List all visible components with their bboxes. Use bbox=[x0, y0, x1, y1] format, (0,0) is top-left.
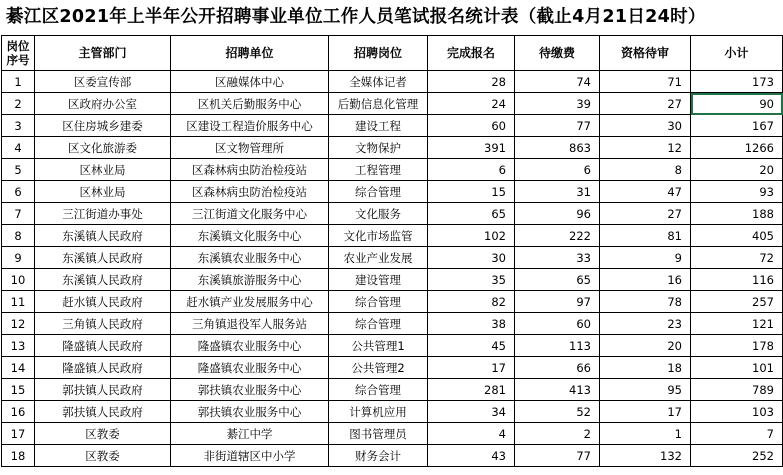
pending-review-cell[interactable]: 27 bbox=[600, 203, 691, 225]
table-row bbox=[2, 335, 783, 357]
table-row bbox=[2, 181, 783, 203]
pending-payment-cell[interactable]: 113 bbox=[515, 335, 600, 357]
pending-payment-header[interactable]: 待缴费 bbox=[515, 36, 600, 71]
pending-review-cell[interactable]: 8 bbox=[600, 159, 691, 181]
pending-payment-cell[interactable]: 66 bbox=[515, 357, 600, 379]
table-title: 綦江区2021年上半年公开招聘事业单位工作人员笔试报名统计表（截止4月21日24时） bbox=[6, 7, 706, 27]
post-number-cell[interactable]: 4 bbox=[2, 137, 35, 159]
employer-cell[interactable]: 区森林病虫防治检疫站 bbox=[171, 181, 329, 203]
completed-cell[interactable]: 65 bbox=[428, 203, 515, 225]
table-row bbox=[2, 269, 783, 291]
table-row bbox=[2, 357, 783, 379]
pending-payment-cell[interactable]: 39 bbox=[515, 93, 600, 115]
department-cell[interactable]: 区委宣传部 bbox=[35, 71, 171, 93]
position-cell[interactable]: 综合管理 bbox=[329, 291, 428, 313]
department-cell[interactable]: 三江街道办事处 bbox=[35, 203, 171, 225]
pending-payment-cell[interactable]: 60 bbox=[515, 313, 600, 335]
pending-review-cell[interactable]: 81 bbox=[600, 225, 691, 247]
post-number-cell[interactable]: 12 bbox=[2, 313, 35, 335]
department-cell[interactable]: 区教委 bbox=[35, 423, 171, 445]
table-row bbox=[2, 93, 783, 115]
subtotal-cell[interactable]: 188 bbox=[691, 203, 783, 225]
completed-cell[interactable]: 60 bbox=[428, 115, 515, 137]
completed-cell[interactable]: 24 bbox=[428, 93, 515, 115]
position-cell[interactable]: 建设工程 bbox=[329, 115, 428, 137]
completed-cell[interactable]: 102 bbox=[428, 225, 515, 247]
department-cell[interactable]: 区文化旅游委 bbox=[35, 137, 171, 159]
post-number-cell[interactable]: 1 bbox=[2, 71, 35, 93]
employer-cell[interactable]: 东溪镇文化服务中心 bbox=[171, 225, 329, 247]
pending-review-cell[interactable]: 12 bbox=[600, 137, 691, 159]
pending-review-cell[interactable]: 23 bbox=[600, 313, 691, 335]
employer-cell[interactable]: 区森林病虫防治检疫站 bbox=[171, 159, 329, 181]
table-row bbox=[2, 225, 783, 247]
table-row bbox=[2, 247, 783, 269]
employer-cell[interactable]: 东溪镇农业服务中心 bbox=[171, 247, 329, 269]
table-body bbox=[2, 71, 783, 467]
pending-review-cell[interactable]: 17 bbox=[600, 401, 691, 423]
subtotal-cell[interactable]: 173 bbox=[691, 71, 783, 93]
table-row bbox=[2, 203, 783, 225]
table-row bbox=[2, 137, 783, 159]
employer-cell[interactable]: 隆盛镇农业服务中心 bbox=[171, 357, 329, 379]
pending-review-cell[interactable]: 71 bbox=[600, 71, 691, 93]
completed-header[interactable]: 完成报名 bbox=[428, 36, 515, 71]
subtotal-cell[interactable]: 103 bbox=[691, 401, 783, 423]
subtotal-cell[interactable]: 1266 bbox=[691, 137, 783, 159]
pending-payment-cell[interactable]: 413 bbox=[515, 379, 600, 401]
completed-cell[interactable]: 6 bbox=[428, 159, 515, 181]
position-cell[interactable]: 财务会计 bbox=[329, 445, 428, 467]
pending-review-cell[interactable]: 16 bbox=[600, 269, 691, 291]
pending-review-cell[interactable]: 18 bbox=[600, 357, 691, 379]
completed-cell[interactable]: 38 bbox=[428, 313, 515, 335]
position-cell[interactable]: 文化市场监管 bbox=[329, 225, 428, 247]
post-number-cell[interactable]: 8 bbox=[2, 225, 35, 247]
position-cell[interactable]: 文物保护 bbox=[329, 137, 428, 159]
completed-cell[interactable]: 30 bbox=[428, 247, 515, 269]
pending-payment-cell[interactable]: 863 bbox=[515, 137, 600, 159]
pending-payment-cell[interactable]: 2 bbox=[515, 423, 600, 445]
pending-payment-cell[interactable]: 97 bbox=[515, 291, 600, 313]
position-cell[interactable]: 计算机应用 bbox=[329, 401, 428, 423]
subtotal-cell[interactable]: 101 bbox=[691, 357, 783, 379]
subtotal-header[interactable]: 小计 bbox=[691, 36, 783, 71]
department-cell[interactable]: 区教委 bbox=[35, 445, 171, 467]
pending-review-cell[interactable]: 9 bbox=[600, 247, 691, 269]
department-cell[interactable]: 区林业局 bbox=[35, 181, 171, 203]
completed-cell[interactable]: 15 bbox=[428, 181, 515, 203]
department-cell[interactable]: 区住房城乡建委 bbox=[35, 115, 171, 137]
position-cell[interactable]: 公共管理2 bbox=[329, 357, 428, 379]
employer-cell[interactable]: 郭扶镇农业服务中心 bbox=[171, 379, 329, 401]
department-header[interactable]: 主管部门 bbox=[35, 36, 171, 71]
position-cell[interactable]: 建设管理 bbox=[329, 269, 428, 291]
completed-cell[interactable]: 82 bbox=[428, 291, 515, 313]
post-number-cell[interactable]: 18 bbox=[2, 445, 35, 467]
completed-cell[interactable]: 45 bbox=[428, 335, 515, 357]
department-cell[interactable]: 东溪镇人民政府 bbox=[35, 247, 171, 269]
post-number-cell[interactable]: 11 bbox=[2, 291, 35, 313]
table-row bbox=[2, 401, 783, 423]
employer-cell[interactable]: 綦江中学 bbox=[171, 423, 329, 445]
post-number-cell[interactable]: 16 bbox=[2, 401, 35, 423]
table-row bbox=[2, 159, 783, 181]
pending-payment-cell[interactable]: 74 bbox=[515, 71, 600, 93]
employer-cell[interactable]: 区文物管理所 bbox=[171, 137, 329, 159]
department-cell[interactable]: 郭扶镇人民政府 bbox=[35, 379, 171, 401]
subtotal-cell[interactable]: 167 bbox=[691, 115, 783, 137]
department-cell[interactable]: 隆盛镇人民政府 bbox=[35, 357, 171, 379]
completed-cell[interactable]: 281 bbox=[428, 379, 515, 401]
pending-payment-cell[interactable]: 77 bbox=[515, 115, 600, 137]
employer-cell[interactable]: 三角镇退役军人服务站 bbox=[171, 313, 329, 335]
pending-payment-cell[interactable]: 52 bbox=[515, 401, 600, 423]
pending-payment-cell[interactable]: 6 bbox=[515, 159, 600, 181]
post-number-cell[interactable]: 3 bbox=[2, 115, 35, 137]
completed-cell[interactable]: 391 bbox=[428, 137, 515, 159]
pending-payment-cell[interactable]: 96 bbox=[515, 203, 600, 225]
subtotal-cell[interactable]: 116 bbox=[691, 269, 783, 291]
subtotal-cell[interactable]: 121 bbox=[691, 313, 783, 335]
completed-cell[interactable]: 17 bbox=[428, 357, 515, 379]
subtotal-cell[interactable]: 252 bbox=[691, 445, 783, 467]
table-row bbox=[2, 445, 783, 467]
department-cell[interactable]: 东溪镇人民政府 bbox=[35, 269, 171, 291]
subtotal-cell[interactable]: 405 bbox=[691, 225, 783, 247]
subtotal-cell[interactable]: 7 bbox=[691, 423, 783, 445]
subtotal-cell[interactable]: 789 bbox=[691, 379, 783, 401]
pending-review-cell[interactable]: 1 bbox=[600, 423, 691, 445]
post-number-cell[interactable]: 13 bbox=[2, 335, 35, 357]
table-row bbox=[2, 313, 783, 335]
post-number-cell[interactable]: 17 bbox=[2, 423, 35, 445]
pending-review-cell[interactable]: 20 bbox=[600, 335, 691, 357]
post-number-cell[interactable]: 7 bbox=[2, 203, 35, 225]
employer-cell[interactable]: 隆盛镇农业服务中心 bbox=[171, 335, 329, 357]
completed-cell[interactable]: 28 bbox=[428, 71, 515, 93]
table-row bbox=[2, 71, 783, 93]
pending-payment-cell[interactable]: 222 bbox=[515, 225, 600, 247]
header-row bbox=[2, 36, 783, 71]
position-cell[interactable]: 文化服务 bbox=[329, 203, 428, 225]
post-number-cell[interactable]: 10 bbox=[2, 269, 35, 291]
department-cell[interactable]: 隆盛镇人民政府 bbox=[35, 335, 171, 357]
position-cell[interactable]: 全媒体记者 bbox=[329, 71, 428, 93]
pending-review-cell[interactable]: 47 bbox=[600, 181, 691, 203]
employer-cell[interactable]: 区机关后勤服务中心 bbox=[171, 93, 329, 115]
position-cell[interactable]: 图书管理员 bbox=[329, 423, 428, 445]
pending-review-cell[interactable]: 27 bbox=[600, 93, 691, 115]
post-number-cell[interactable]: 6 bbox=[2, 181, 35, 203]
post-number-cell[interactable]: 14 bbox=[2, 357, 35, 379]
employer-cell[interactable]: 非街道辖区中小学 bbox=[171, 445, 329, 467]
position-cell[interactable]: 工程管理 bbox=[329, 159, 428, 181]
table-row bbox=[2, 291, 783, 313]
subtotal-cell[interactable]: 257 bbox=[691, 291, 783, 313]
pending-payment-cell[interactable]: 77 bbox=[515, 445, 600, 467]
employer-cell[interactable]: 三江街道文化服务中心 bbox=[171, 203, 329, 225]
registration-table bbox=[1, 35, 783, 467]
pending-payment-cell[interactable]: 65 bbox=[515, 269, 600, 291]
department-cell[interactable]: 区林业局 bbox=[35, 159, 171, 181]
position-cell[interactable]: 综合管理 bbox=[329, 181, 428, 203]
subtotal-cell[interactable]: 20 bbox=[691, 159, 783, 181]
employer-cell[interactable]: 赶水镇产业发展服务中心 bbox=[171, 291, 329, 313]
department-cell[interactable]: 三角镇人民政府 bbox=[35, 313, 171, 335]
table-row bbox=[2, 379, 783, 401]
post-number-cell[interactable]: 5 bbox=[2, 159, 35, 181]
post-number-header[interactable]: 岗位序号 bbox=[2, 36, 35, 71]
employer-cell[interactable]: 郭扶镇农业服务中心 bbox=[171, 401, 329, 423]
employer-cell[interactable]: 东溪镇旅游服务中心 bbox=[171, 269, 329, 291]
subtotal-cell[interactable]: 93 bbox=[691, 181, 783, 203]
completed-cell[interactable]: 35 bbox=[428, 269, 515, 291]
position-cell[interactable]: 综合管理 bbox=[329, 379, 428, 401]
position-cell[interactable]: 公共管理1 bbox=[329, 335, 428, 357]
subtotal-cell[interactable]: 178 bbox=[691, 335, 783, 357]
pending-payment-cell[interactable]: 33 bbox=[515, 247, 600, 269]
pending-review-cell[interactable]: 95 bbox=[600, 379, 691, 401]
position-cell[interactable]: 后勤信息化管理 bbox=[329, 93, 428, 115]
table-row bbox=[2, 115, 783, 137]
post-number-cell[interactable]: 15 bbox=[2, 379, 35, 401]
completed-cell[interactable]: 4 bbox=[428, 423, 515, 445]
pending-review-header[interactable]: 资格待审 bbox=[600, 36, 691, 71]
pending-review-cell[interactable]: 78 bbox=[600, 291, 691, 313]
employer-cell[interactable]: 区融媒体中心 bbox=[171, 71, 329, 93]
department-cell[interactable]: 东溪镇人民政府 bbox=[35, 225, 171, 247]
completed-cell[interactable]: 34 bbox=[428, 401, 515, 423]
position-cell[interactable]: 综合管理 bbox=[329, 313, 428, 335]
table-row bbox=[2, 423, 783, 445]
pending-review-cell[interactable]: 132 bbox=[600, 445, 691, 467]
employer-header[interactable]: 招聘单位 bbox=[171, 36, 329, 71]
completed-cell[interactable]: 43 bbox=[428, 445, 515, 467]
subtotal-cell[interactable]: 72 bbox=[691, 247, 783, 269]
department-cell[interactable]: 区政府办公室 bbox=[35, 93, 171, 115]
position-header[interactable]: 招聘岗位 bbox=[329, 36, 428, 71]
post-number-cell[interactable]: 9 bbox=[2, 247, 35, 269]
department-cell[interactable]: 郭扶镇人民政府 bbox=[35, 401, 171, 423]
pending-review-cell[interactable]: 30 bbox=[600, 115, 691, 137]
subtotal-cell[interactable]: 90 bbox=[691, 93, 783, 115]
position-cell[interactable]: 农业产业发展 bbox=[329, 247, 428, 269]
post-number-cell[interactable]: 2 bbox=[2, 93, 35, 115]
pending-payment-cell[interactable]: 31 bbox=[515, 181, 600, 203]
employer-cell[interactable]: 区建设工程造价服务中心 bbox=[171, 115, 329, 137]
department-cell[interactable]: 赶水镇人民政府 bbox=[35, 291, 171, 313]
